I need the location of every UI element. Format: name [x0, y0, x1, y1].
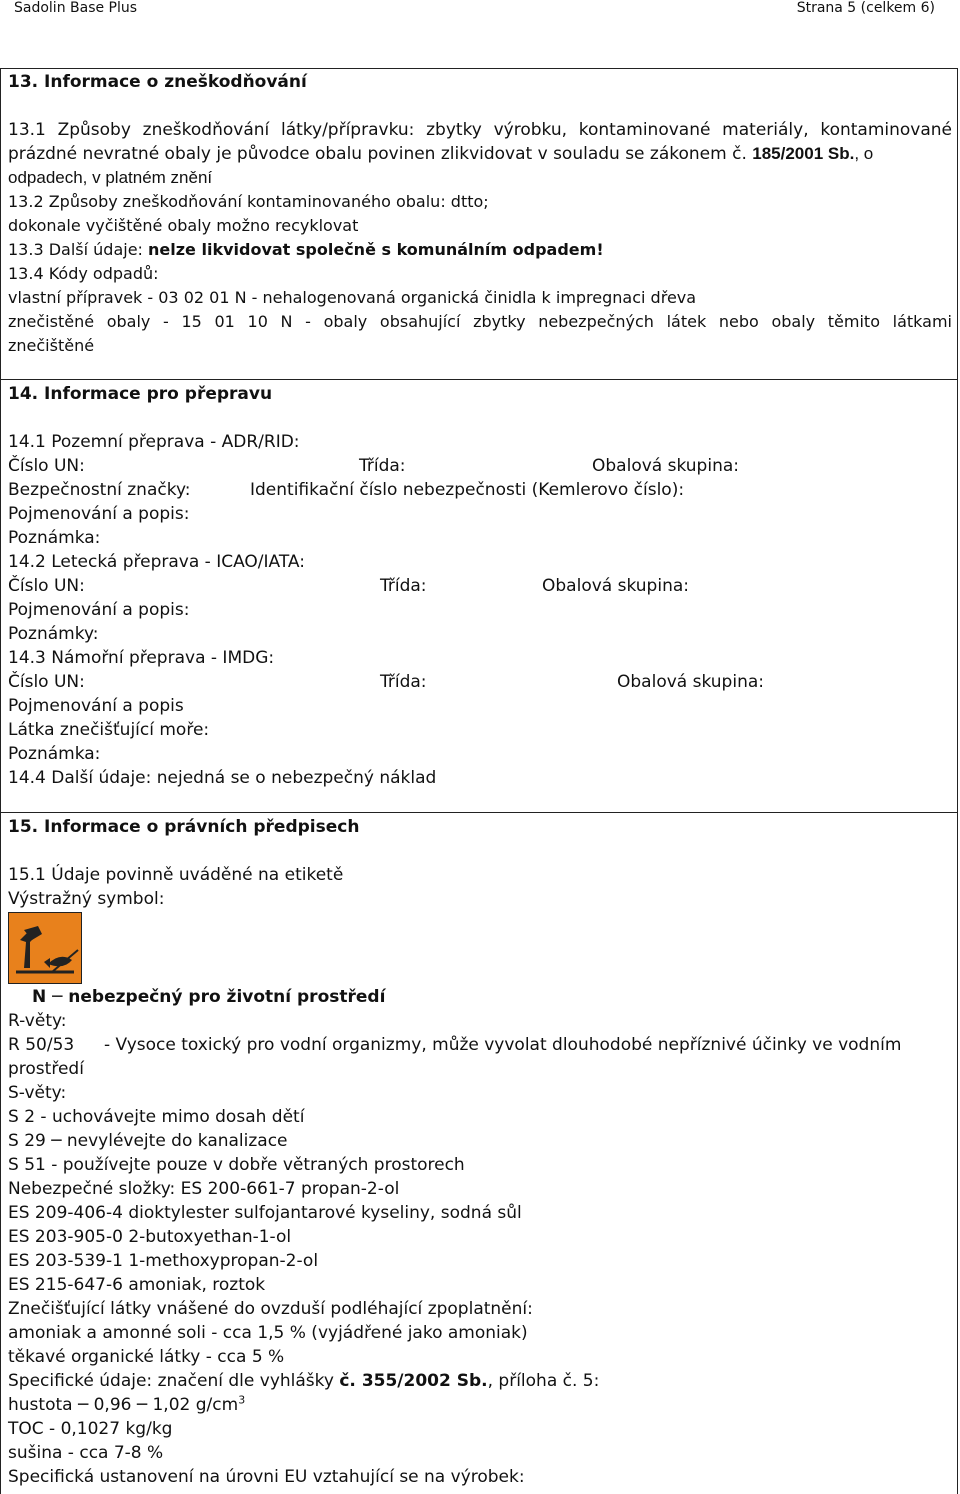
- r50-text-cont: prostředí: [8, 1059, 84, 1079]
- hazard-component-3: ES 203-905-0 2-butoxyethan-1-ol: [8, 1227, 292, 1247]
- r-phrases-title: R-věty:: [8, 1011, 67, 1031]
- section-13-3-label: 13.3 Další údaje:: [8, 240, 149, 259]
- adr-safety-label: Bezpečnostní značky:: [8, 480, 191, 500]
- icao-class-label: Třída:: [380, 576, 427, 596]
- section-13-1-line2-text: prázdné nevratné obaly je původce obalu povinen zlikvidovat v souladu se zákonem č.: [8, 144, 753, 164]
- imdg-name-label: Pojmenování a popis: [8, 696, 184, 716]
- emission-voc: těkavé organické látky - cca 5 %: [8, 1347, 285, 1367]
- law-number: 185/2001 Sb.: [752, 144, 855, 163]
- adr-name-label: Pojmenování a popis:: [8, 504, 190, 524]
- icao-name-label: Pojmenování a popis:: [8, 600, 190, 620]
- s51-phrase: S 51 - používejte pouze v dobře větraných prostorech: [8, 1155, 465, 1175]
- header-page-number: Strana 5 (celkem 6): [796, 0, 935, 16]
- density-text: hustota ─ 0,96 ─ 1,02 g/cm: [8, 1395, 239, 1415]
- adr-un-label: Číslo UN:: [8, 456, 85, 476]
- adr-kemler-label: Identifikační číslo nebezpečnosti (Kemlerovo číslo):: [250, 480, 685, 500]
- icao-group-label: Obalová skupina:: [542, 576, 689, 596]
- label-info-title: 15.1 Údaje povinně uváděné na etiketě: [8, 865, 344, 885]
- icao-title: 14.2 Letecká přeprava - ICAO/IATA:: [8, 552, 305, 572]
- imdg-pollutant-label: Látka znečišťující moře:: [8, 720, 210, 740]
- adr-class-label: Třída:: [359, 456, 406, 476]
- header-product: Sadolin Base Plus: [14, 0, 138, 16]
- section-13-1-line2-end: , o: [854, 144, 874, 163]
- adr-note-label: Poznámka:: [8, 528, 101, 548]
- eu-provisions: Specifická ustanovení na úrovni EU vztahující se na výrobek:: [8, 1467, 525, 1487]
- environment-hazard-svg: [8, 912, 82, 984]
- imdg-class-label: Třída:: [380, 672, 427, 692]
- waste-code-packaging-cont: znečištěné: [8, 336, 95, 355]
- imdg-un-label: Číslo UN:: [8, 672, 85, 692]
- r50-text: - Vysoce toxický pro vodní organizmy, může vyvolat dlouhodobé nepříznivé účinky ve vodním: [104, 1035, 902, 1055]
- specific-info-text: Specifické údaje: značení dle vyhlášky: [8, 1371, 340, 1391]
- adr-title: 14.1 Pozemní přeprava - ADR/RID:: [8, 432, 300, 452]
- r50-code: R 50/53: [8, 1035, 75, 1055]
- section-13-3: [8, 238, 604, 262]
- environment-hazard-icon: [8, 912, 82, 984]
- section-13-3-warning: nelze likvidovat společně s komunálním odpadem!: [148, 240, 604, 259]
- icao-un-label: Číslo UN:: [8, 576, 85, 596]
- imdg-group-label: Obalová skupina:: [617, 672, 764, 692]
- emission-ammonia: amoniak a amonné soli - cca 1,5 % (vyjádřené jako amoniak): [8, 1323, 528, 1343]
- dry-matter: sušina - cca 7-8 %: [8, 1443, 164, 1463]
- s2-phrase: S 2 - uchovávejte mimo dosah dětí: [8, 1107, 305, 1127]
- density: [8, 1393, 245, 1417]
- section-13-1-line3: odpadech, v platném znění: [8, 168, 213, 187]
- section-13-title: 13. Informace o zneškodňování: [8, 72, 307, 92]
- section-13-1-line1: 13.1 Způsoby zneškodňování látky/přípravku: zbytky výrobku, kontaminované materiály, kontaminované: [8, 120, 952, 140]
- transport-other-info: 14.4 Další údaje: nejedná se o nebezpečný náklad: [8, 768, 437, 788]
- s-phrases-title: S-věty:: [8, 1083, 67, 1103]
- section-14-title: 14. Informace pro přepravu: [8, 384, 273, 404]
- section-13-2-line2: dokonale vyčištěné obaly možno recyklovat: [8, 216, 359, 235]
- decree-number: č. 355/2002 Sb.: [339, 1371, 488, 1391]
- specific-info: [8, 1369, 599, 1393]
- symbol-caption: N ─ nebezpečný pro životní prostředí: [32, 987, 386, 1007]
- hazard-component-2: ES 209-406-4 dioktylester sulfojantarové kyseliny, sodná sůl: [8, 1203, 522, 1223]
- waste-code-product: vlastní přípravek - 03 02 01 N - nehalogenovaná organická činidla k impregnaci dřeva: [8, 288, 697, 307]
- hazard-component-4: ES 203-539-1 1-methoxypropan-2-ol: [8, 1251, 319, 1271]
- specific-info-annex: , příloha č. 5:: [487, 1371, 600, 1391]
- toc-value: TOC - 0,1027 kg/kg: [8, 1419, 173, 1439]
- hazard-component-1: Nebezpečné složky: ES 200-661-7 propan-2-ol: [8, 1179, 400, 1199]
- section-15-title: 15. Informace o právních předpisech: [8, 817, 360, 837]
- density-exponent: 3: [238, 1393, 246, 1407]
- section-13-1-line2: [8, 142, 873, 166]
- warning-symbol-label: Výstražný symbol:: [8, 889, 165, 909]
- section-13-2-line1: 13.2 Způsoby zneškodňování kontaminovaného obalu: dtto;: [8, 192, 489, 211]
- s29-phrase: S 29 ─ nevylévejte do kanalizace: [8, 1131, 288, 1151]
- imdg-note-label: Poznámka:: [8, 744, 101, 764]
- hazard-component-5: ES 215-647-6 amoniak, roztok: [8, 1275, 266, 1295]
- waste-code-packaging: znečistěné obaly - 15 01 10 N - obaly obsahující zbytky nebezpečných látek nebo obaly těmito látkami: [8, 312, 952, 331]
- imdg-title: 14.3 Námořní přeprava - IMDG:: [8, 648, 275, 668]
- adr-group-label: Obalová skupina:: [592, 456, 739, 476]
- section-13-4-title: 13.4 Kódy odpadů:: [8, 264, 159, 283]
- icao-note-label: Poznámky:: [8, 624, 99, 644]
- emission-title: Znečišťující látky vnášené do ovzduší podléhající zpoplatnění:: [8, 1299, 533, 1319]
